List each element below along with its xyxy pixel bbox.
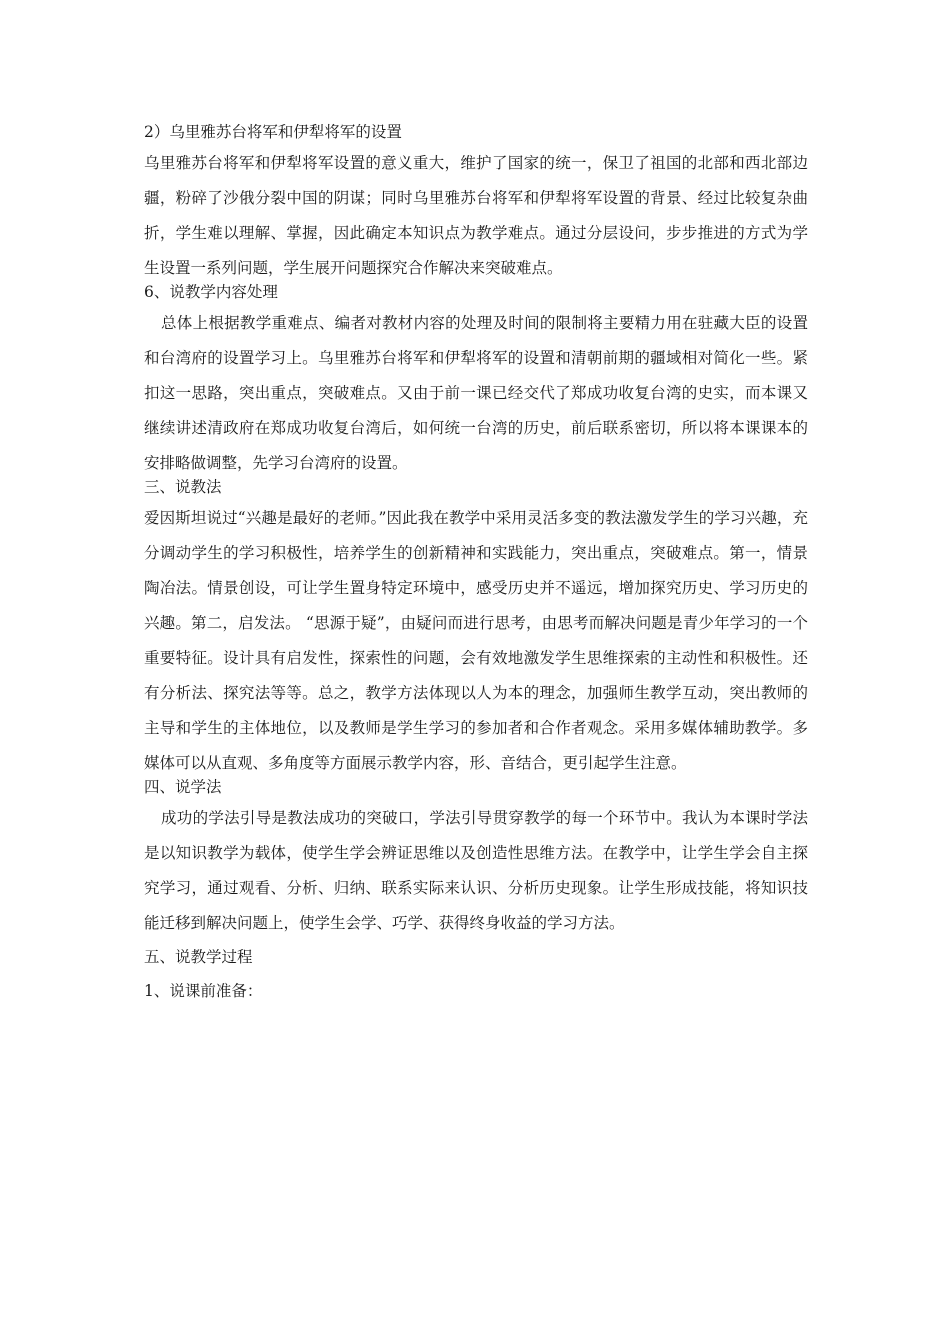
section-heading-content-handling: 6、说教学内容处理 — [144, 283, 278, 301]
section-heading-learning-methods: 四、说学法 — [144, 778, 222, 796]
paragraph-learning-methods: 成功的学法引导是教法成功的突破口，学法引导贯穿教学的每一个环节中。我认为本课时学法是以知识教学为载体，使学生学会辨证思维以及创造性思维方法。在教学中，让学生学会自主探究学习，通过观看、分析、归纳、联系实际来认识、分析历史现象。让学生形成技能，将知识技能迁移到解决问题上，使学生会学、巧学、获得终身收益的学习方法。 — [144, 809, 808, 932]
paragraph-teaching-methods: 爱因斯坦说过“兴趣是最好的老师。”因此我在教学中采用灵活多变的教法激发学生的学习兴趣，充分调动学生的学习积极性，培养学生的创新精神和实践能力，突出重点，突破难点。第一，情景陶冶法。情景创设，可让学生置身特定环境中，感受历史并不遥远，增加探究历史、学习历史的兴趣。第二，启发法。 “思源于疑”，由疑问而进行思考，由思考而解决问题是青少年学习的一个重要特征。设计具有启发性，探索性的问题，会有效地激发学生思维探索的主动性和积极性。还有分析法、探究法等等。总之，教学方法体现以人为本的理念，加强师生教学互动，突出教师的主导和学生的主体地位，以及教师是学生学习的参加者和合作者观念。采用多媒体辅助教学。多媒体可以从直观、多角度等方面展示教学内容，形、音结合，更引起学生注意。 — [144, 509, 808, 772]
section-heading-pre-class-preparation: 1、说课前准备： — [144, 982, 263, 1000]
paragraph-military-governors: 乌里雅苏台将军和伊犁将军设置的意义重大，维护了国家的统一，保卫了祖国的北部和西北部边疆，粉碎了沙俄分裂中国的阴谋；同时乌里雅苏台将军和伊犁将军设置的背景、经过比较复杂曲折，学生难以理解、掌握，因此确定本知识点为教学难点。通过分层设问，步步推进的方式为学生设置一系列问题，学生展开问题探究合作解决来突破难点。 — [144, 154, 808, 277]
section-heading-teaching-process: 五、说教学过程 — [144, 948, 253, 966]
section-heading-teaching-methods: 三、说教法 — [144, 478, 222, 496]
paragraph-content-handling: 总体上根据教学重难点、编者对教材内容的处理及时间的限制将主要精力用在驻藏大臣的设置和台湾府的设置学习上。乌里雅苏台将军和伊犁将军的设置和清朝前期的疆域相对简化一些。紧扣这一思路，突出重点，突破难点。又由于前一课已经交代了郑成功收复台湾的史实，而本课又继续讲述清政府在郑成功收复台湾后，如何统一台湾的历史，前后联系密切，所以将本课课本的安排略做调整，先学习台湾府的设置。 — [144, 314, 808, 472]
document-body — [144, 122, 808, 1005]
section-heading-military-governors: 2）乌里雅苏台将军和伊犁将军的设置 — [144, 123, 402, 141]
